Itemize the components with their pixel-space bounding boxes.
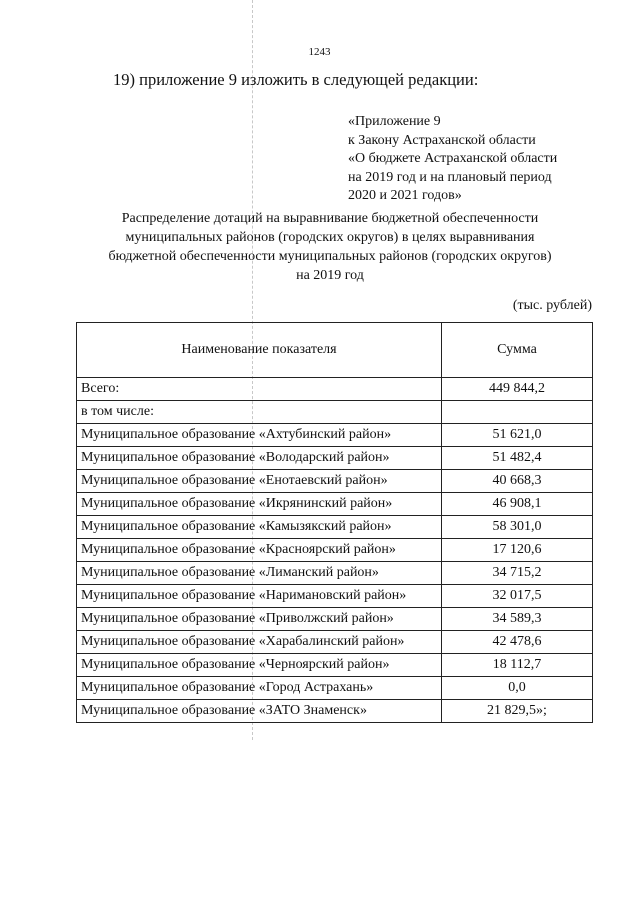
row-sum: 46 908,1 — [442, 493, 593, 516]
row-name: Муниципальное образование «Город Астрахань» — [77, 677, 442, 700]
table-row — [77, 700, 593, 723]
row-name: Муниципальное образование «Наримановский район» — [77, 585, 442, 608]
row-name: Муниципальное образование «Володарский район» — [77, 447, 442, 470]
appendix-note — [348, 113, 557, 206]
row-name: Муниципальное образование «Икрянинский район» — [77, 493, 442, 516]
row-sum: 21 829,5»; — [442, 700, 593, 723]
row-sum: 34 589,3 — [442, 608, 593, 631]
table-row — [77, 631, 593, 654]
row-name: Муниципальное образование «Приволжский район» — [77, 608, 442, 631]
row-name: Муниципальное образование «Ахтубинский район» — [77, 424, 442, 447]
row-sum: 17 120,6 — [442, 539, 593, 562]
table-row — [77, 516, 593, 539]
row-name: Муниципальное образование «Красноярский район» — [77, 539, 442, 562]
appendix-note-line: на 2019 год и на плановый период — [348, 169, 552, 185]
table-row — [77, 608, 593, 631]
document-title — [70, 209, 590, 285]
table-row — [77, 677, 593, 700]
table-row — [77, 539, 593, 562]
table-row — [77, 470, 593, 493]
subsidy-table — [76, 322, 593, 723]
page-number: 1243 — [308, 46, 331, 58]
row-name: Муниципальное образование «Камызякский район» — [77, 516, 442, 539]
table-row — [77, 447, 593, 470]
row-name: Всего: — [77, 378, 442, 401]
appendix-note-line: «О бюджете Астраханской области — [348, 151, 558, 166]
table-row — [77, 378, 593, 401]
row-sum: 449 844,2 — [442, 378, 593, 401]
row-name: Муниципальное образование «Лиманский район» — [77, 562, 442, 585]
table-row — [77, 562, 593, 585]
row-sum: 0,0 — [442, 677, 593, 700]
row-sum — [442, 401, 593, 424]
table-row — [77, 493, 593, 516]
table-header-row — [77, 323, 593, 378]
appendix-note-line: 2020 и 2021 годов» — [348, 188, 462, 203]
title-line: Распределение дотаций на выравнивание бюджетной обеспеченности — [121, 211, 539, 226]
row-sum: 34 715,2 — [442, 562, 593, 585]
row-name: в том числе: — [77, 401, 442, 424]
row-name: Муниципальное образование «Харабалинский район» — [77, 631, 442, 654]
row-sum: 51 482,4 — [442, 447, 593, 470]
title-line: на 2019 год — [296, 268, 364, 283]
amendment-instruction: 19) приложение 9 изложить в следующей редакции: — [113, 70, 479, 89]
row-sum: 18 112,7 — [442, 654, 593, 677]
row-sum: 32 017,5 — [442, 585, 593, 608]
title-line: муниципальных районов (городских округов) в целях выравнивания — [125, 230, 535, 245]
table-row — [77, 654, 593, 677]
header-name: Наименование показателя — [77, 323, 442, 378]
row-sum: 42 478,6 — [442, 631, 593, 654]
header-sum: Сумма — [442, 323, 593, 378]
row-name: Муниципальное образование «Черноярский район» — [77, 654, 442, 677]
row-name: Муниципальное образование «ЗАТО Знаменск» — [77, 700, 442, 723]
appendix-note-line: «Приложение 9 — [348, 114, 441, 129]
table-row — [77, 401, 593, 424]
row-name: Муниципальное образование «Енотаевский район» — [77, 470, 442, 493]
appendix-note-line: к Закону Астраханской области — [348, 132, 536, 148]
row-sum: 51 621,0 — [442, 424, 593, 447]
unit-note: (тыс. рублей) — [512, 298, 592, 313]
row-sum: 58 301,0 — [442, 516, 593, 539]
table-row — [77, 585, 593, 608]
table-row — [77, 424, 593, 447]
row-sum: 40 668,3 — [442, 470, 593, 493]
title-line: бюджетной обеспеченности муниципальных районов (городских округов) — [108, 249, 552, 264]
